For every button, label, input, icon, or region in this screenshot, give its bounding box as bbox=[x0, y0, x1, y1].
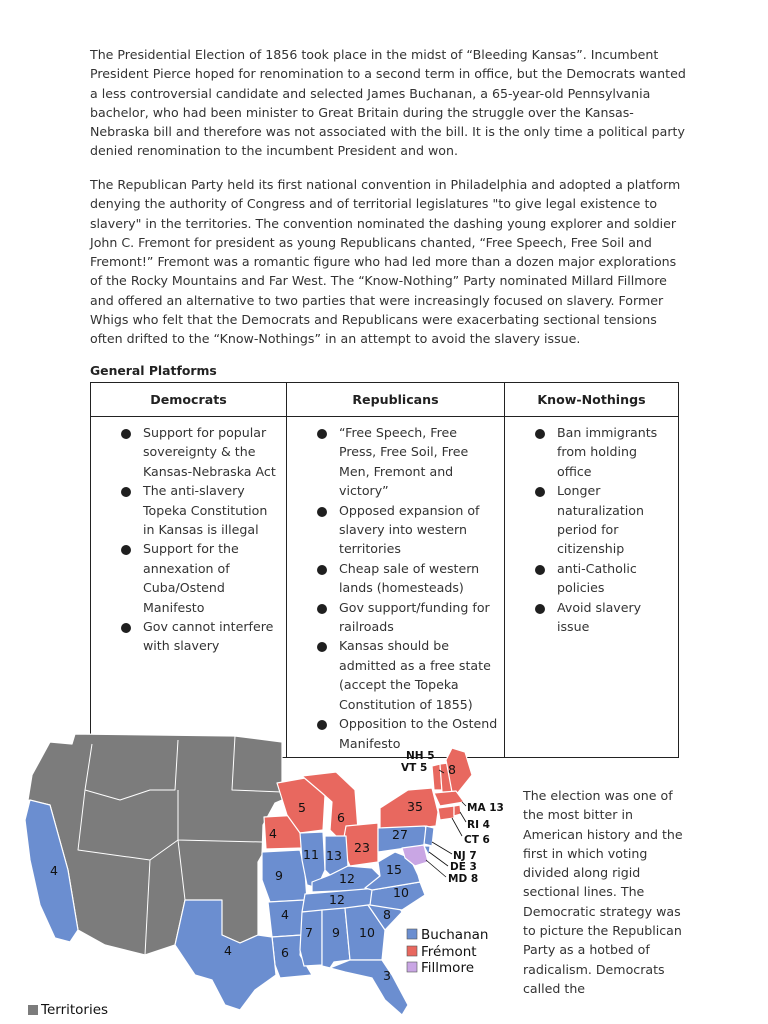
list-item: Longer naturalization period for citizenship bbox=[511, 481, 672, 559]
legend-buchanan: Buchanan bbox=[421, 927, 489, 943]
know-nothings-column bbox=[505, 417, 679, 758]
list-item: Gov cannot interfere with slavery bbox=[97, 617, 280, 656]
state-missouri bbox=[262, 850, 307, 902]
vote-label-la: 6 bbox=[281, 945, 289, 960]
state-massachusetts bbox=[434, 791, 464, 806]
legend-swatch-territories bbox=[28, 1005, 38, 1015]
header-democrats: Democrats bbox=[91, 383, 287, 417]
list-item: Opposition to the Ostend Manifesto bbox=[293, 714, 498, 753]
header-know-nothings: Know-Nothings bbox=[505, 383, 679, 417]
callout-ct: CT 6 bbox=[464, 834, 490, 846]
legend-swatch-fillmore bbox=[407, 962, 417, 972]
vote-label-sc: 8 bbox=[383, 907, 391, 922]
vote-label-ky: 12 bbox=[339, 871, 355, 886]
vote-label-va: 15 bbox=[386, 862, 402, 877]
list-item: Gov support/funding for railroads bbox=[293, 598, 498, 637]
callout-nh: NH 5 bbox=[406, 750, 435, 762]
state-new-jersey bbox=[424, 826, 434, 846]
vote-label-ar: 4 bbox=[281, 907, 289, 922]
vote-label-tn: 12 bbox=[329, 892, 345, 907]
header-republicans: Republicans bbox=[287, 383, 505, 417]
vote-label-ms: 7 bbox=[305, 925, 313, 940]
vote-label-wi: 5 bbox=[298, 800, 306, 815]
table-caption: General Platforms bbox=[90, 363, 217, 378]
vote-label-ca: 4 bbox=[50, 863, 58, 878]
state-connecticut bbox=[438, 806, 454, 820]
vote-label-ia: 4 bbox=[269, 826, 277, 841]
list-item: anti-Catholic policies bbox=[511, 559, 672, 598]
callout-nj: NJ 7 bbox=[453, 850, 477, 862]
callout-md: MD 8 bbox=[448, 873, 479, 885]
election-map bbox=[0, 733, 515, 1024]
vote-label-al: 9 bbox=[332, 925, 340, 940]
legend-fremont: Frémont bbox=[421, 944, 477, 960]
state-rhode-island bbox=[454, 805, 461, 816]
vote-label-in: 13 bbox=[326, 848, 342, 863]
democrats-column bbox=[91, 417, 287, 758]
vote-label-pa: 27 bbox=[392, 827, 408, 842]
callout-ri: RI 4 bbox=[467, 819, 490, 831]
vote-label-fl: 3 bbox=[383, 968, 391, 983]
list-item: Kansas should be admitted as a free state (accept the Topeka Constitution of 1855) bbox=[293, 636, 498, 714]
vote-label-oh: 23 bbox=[354, 840, 370, 855]
platforms-table bbox=[90, 382, 679, 758]
legend-swatch-buchanan bbox=[407, 929, 417, 939]
legend-fillmore: Fillmore bbox=[421, 960, 475, 976]
list-item: “Free Speech, Free Press, Free Soil, Free Men, Fremont and victory” bbox=[293, 423, 498, 501]
list-item: Avoid slavery issue bbox=[511, 598, 672, 637]
state-florida bbox=[330, 960, 408, 1015]
list-item: Support for the annexation of Cuba/Ostend Manifesto bbox=[97, 539, 280, 617]
list-item: Cheap sale of western lands (homesteads) bbox=[293, 559, 498, 598]
list-item: Opposed expansion of slavery into western territories bbox=[293, 501, 498, 559]
list-item: Support for popular sovereignty & the Kansas-Nebraska Act bbox=[97, 423, 280, 481]
callout-de: DE 3 bbox=[450, 861, 477, 873]
republicans-column bbox=[287, 417, 505, 758]
legend-swatch-fremont bbox=[407, 946, 417, 956]
callout-ma: MA 13 bbox=[467, 802, 504, 814]
vote-label-mo: 9 bbox=[275, 868, 283, 883]
vote-label-me: 8 bbox=[448, 762, 456, 777]
vote-label-ny: 35 bbox=[407, 799, 423, 814]
republican-paragraph: The Republican Party held its first national convention in Philadelphia and adopted a platform denying the authority of Congress and of territorial legislatures "to give legal existence to slavery" in the territories. The convention nominated the dashing young explorer and soldier John C. Fremont for president as young Republicans chanted, “Free Speech, Free Soil and Fremont!” Fremont was a romantic figure who had led more than a dozen major explorations of the Rocky Mountains and Far West. The “Know-Nothing” Party nominated Millard Fillmore and offered an alternative to two parties that were increasingly focused on slavery. Former Whigs who felt that the Democrats and Republicans were exacerbating sectional tensions often drifted to the “Know-Nothings” in an attempt to avoid the slavery issue. bbox=[90, 177, 681, 347]
list-item: The anti-slavery Topeka Constitution in Kansas is illegal bbox=[97, 481, 280, 539]
callout-vt: VT 5 bbox=[401, 762, 428, 774]
vote-label-il: 11 bbox=[303, 847, 319, 862]
vote-label-nc: 10 bbox=[393, 885, 409, 900]
vote-label-mi: 6 bbox=[337, 810, 345, 825]
vote-label-tx: 4 bbox=[224, 943, 232, 958]
legend-territories: Territories bbox=[41, 1002, 109, 1018]
side-paragraph: The election was one of the most bitter in American history and the first in which voting divided along rigid sectional lines. The Democratic strategy was to picture the Republican Party as a hotbed of radicalism. Democrats called the bbox=[523, 788, 683, 996]
intro-paragraph: The Presidential Election of 1856 took place in the midst of “Bleeding Kansas”. Incumbent President Pierce hoped for renomination to a second term in office, but the Democrats wanted a less controversial candidate and selected James Buchanan, a 65-year-old Pennsylvania bachelor, who had been minister to Great Britain during the struggle over the Kansas-Nebraska bill and therefore was not associated with the bill. It is the only time a political party denied renomination to the incumbent President and won. bbox=[90, 47, 686, 159]
list-item: Ban immigrants from holding office bbox=[511, 423, 672, 481]
vote-label-ga: 10 bbox=[359, 925, 375, 940]
